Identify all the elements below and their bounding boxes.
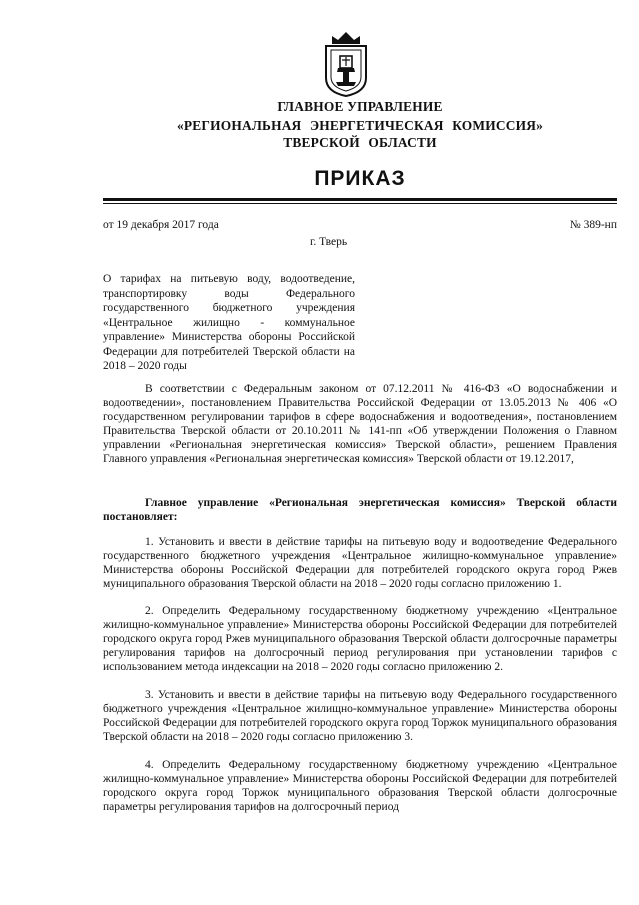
org-name-line3: ТВЕРСКОЙ ОБЛАСТИ — [283, 135, 437, 150]
document-type-title: ПРИКАЗ — [314, 167, 406, 190]
document-city: г. Тверь — [310, 236, 348, 248]
document-date: от 19 декабря 2017 года — [103, 219, 219, 231]
order-item-4: 4. Определить Федеральному государственному бюджетному учреждению «Центральное жилищно-коммунальное управление» Министерства обороны Российской Федерации для потребителей городского округа город Торжок муниципального образования Тверской области долгосрочные параметры регулирования тарифов на долгосрочный период — [103, 759, 617, 813]
header-rule-thick — [103, 198, 617, 201]
document-number: № 389-нп — [569, 219, 617, 231]
order-item-3: 3. Установить и ввести в действие тарифы на питьевую воду Федерального государственного бюджетного учреждения «Центральное жилищно-коммунальное управление» Министерства обороны Российской Федерации для потребителей городского округа город Торжок муниципального образования Тверской области на 2018 – 2020 годы согласно приложению 3. — [103, 689, 617, 743]
order-item-2: 2. Определить Федеральному государственному бюджетному учреждению «Центральное жилищно-коммунальное управление» Министерства обороны Российской Федерации для потребителей городского округа город Ржев муниципального образования Тверской области долгосрочные параметры регулирования тарифов на долгосрочный период регулирования при установлении тарифов с использованием метода индексации на 2018 – 2020 годы согласно приложению 2. — [103, 605, 617, 673]
basis-paragraph: В соответствии с Федеральным законом от 07.12.2011 № 416-ФЗ «О водоснабжении и водоотведении», постановлением Правительства Российской Федерации от 13.05.2013 № 406 «О государственном регулировании тарифов в сфере водоснабжения и водоотведения», постановлением Правительства Тверской области от 20.10.2011 № 141-пп «Об утверждении Положения о Главном управлении «Региональная энергетическая комиссия» Тверской области», решением Правления Главного управления «Региональная энергетическая комиссия» Тверской области от 19.12.2017, — [103, 383, 617, 465]
header-rule-thin — [103, 203, 617, 204]
org-name-line1: ГЛАВНОЕ УПРАВЛЕНИЕ — [277, 99, 443, 114]
decision-paragraph: Главное управление «Региональная энергетическая комиссия» Тверской области постановляет: — [103, 497, 617, 523]
tver-coat-of-arms-icon — [322, 30, 370, 98]
document-subject: О тарифах на питьевую воду, водоотведение, транспортировку воды Федерального государственного бюджетного учреждения «Центральное жилищно - коммунальное управление» Министерства обороны Российской Федерации для потребителей Тверской области на 2018 – 2020 годы — [103, 273, 355, 372]
order-item-1: 1. Установить и ввести в действие тарифы на питьевую воду и водоотведение Федерального государственного бюджетного учреждения «Центральное жилищно-коммунальное управление» Министерства обороны Российской Федерации для потребителей городского округа город Ржев муниципального образования Тверской области на 2018 – 2020 годы согласно приложению 1. — [103, 536, 617, 590]
org-name-line2: «РЕГИОНАЛЬНАЯ ЭНЕРГЕТИЧЕСКАЯ КОМИССИЯ» — [177, 118, 543, 133]
